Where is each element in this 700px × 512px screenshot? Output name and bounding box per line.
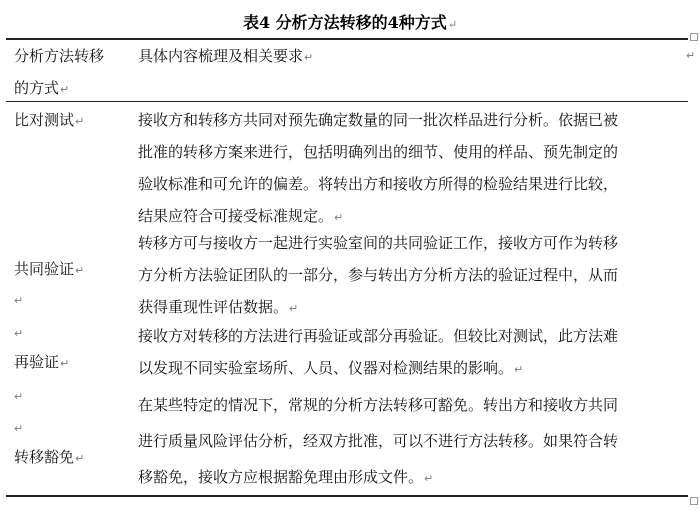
row-name-revalidation: 再验证↵ <box>14 353 70 371</box>
header-col1-line1: 分析方法转移 <box>14 47 105 65</box>
row-waiver-line: 进行质量风险评估分析，经双方批准，可以不进行方法转移。如果符合转 <box>138 432 619 450</box>
row-co-validation-line: 转移方可与接收方一起进行实验室间的共同验证工作，接收方可作为转移 <box>138 234 619 252</box>
row-revalidation-line: 以发现不同实验室场所、人员、仪器对检测结果的影响。↵ <box>138 359 524 377</box>
paragraph-mark: ↵ <box>447 18 458 31</box>
table-bottom-rule <box>6 495 688 497</box>
table-title: 表4 分析方法转移的4种方式↵ <box>242 13 458 32</box>
row-comparison-line: 接收方和转移方共同对预先确定数量的同一批次样品进行分析。依据已被 <box>138 111 619 129</box>
header-rule <box>6 101 688 102</box>
row-name-waiver: 转移豁免↵ <box>14 448 85 466</box>
text-boundary-marker <box>690 33 698 41</box>
row-co-validation-line: 获得重现性评估数据。↵ <box>138 298 299 316</box>
header-col1-line2: 的方式↵ <box>14 79 70 97</box>
paragraph-mark: ↵ <box>14 390 24 403</box>
paragraph-mark: ↵ <box>14 327 24 340</box>
paragraph-mark: ↵ <box>14 422 24 435</box>
row-comparison-line: 结果应符合可接受标准规定。↵ <box>138 207 344 225</box>
text-boundary-marker <box>690 497 698 505</box>
paragraph-mark: ↵ <box>686 49 696 62</box>
row-waiver-line: 在某些特定的情况下，常规的分析方法转移可豁免。转出方和接收方共同 <box>138 396 619 414</box>
row-co-validation-line: 方分析方法验证团队的一部分，参与转出方分析方法的验证过程中，从而 <box>138 266 619 284</box>
row-revalidation-line: 接收方对转移的方法进行再验证或部分再验证。但较比对测试，此方法难 <box>138 327 619 345</box>
row-name-co-validation: 共同验证↵ <box>14 260 85 278</box>
row-name-comparison: 比对测试↵ <box>14 111 85 129</box>
paragraph-mark: ↵ <box>14 294 24 307</box>
row-comparison-line: 批准的转移方案来进行，包括明确列出的细节、使用的样品、预先制定的 <box>138 143 619 161</box>
header-col2: 具体内容梳理及相关要求↵ <box>138 47 314 65</box>
row-waiver-line: 移豁免，接收方应根据豁免理由形成文件。↵ <box>138 468 434 486</box>
row-comparison-line: 验收标准和可允许的偏差。将转出方和接收方所得的检验结果进行比较， <box>138 175 619 193</box>
